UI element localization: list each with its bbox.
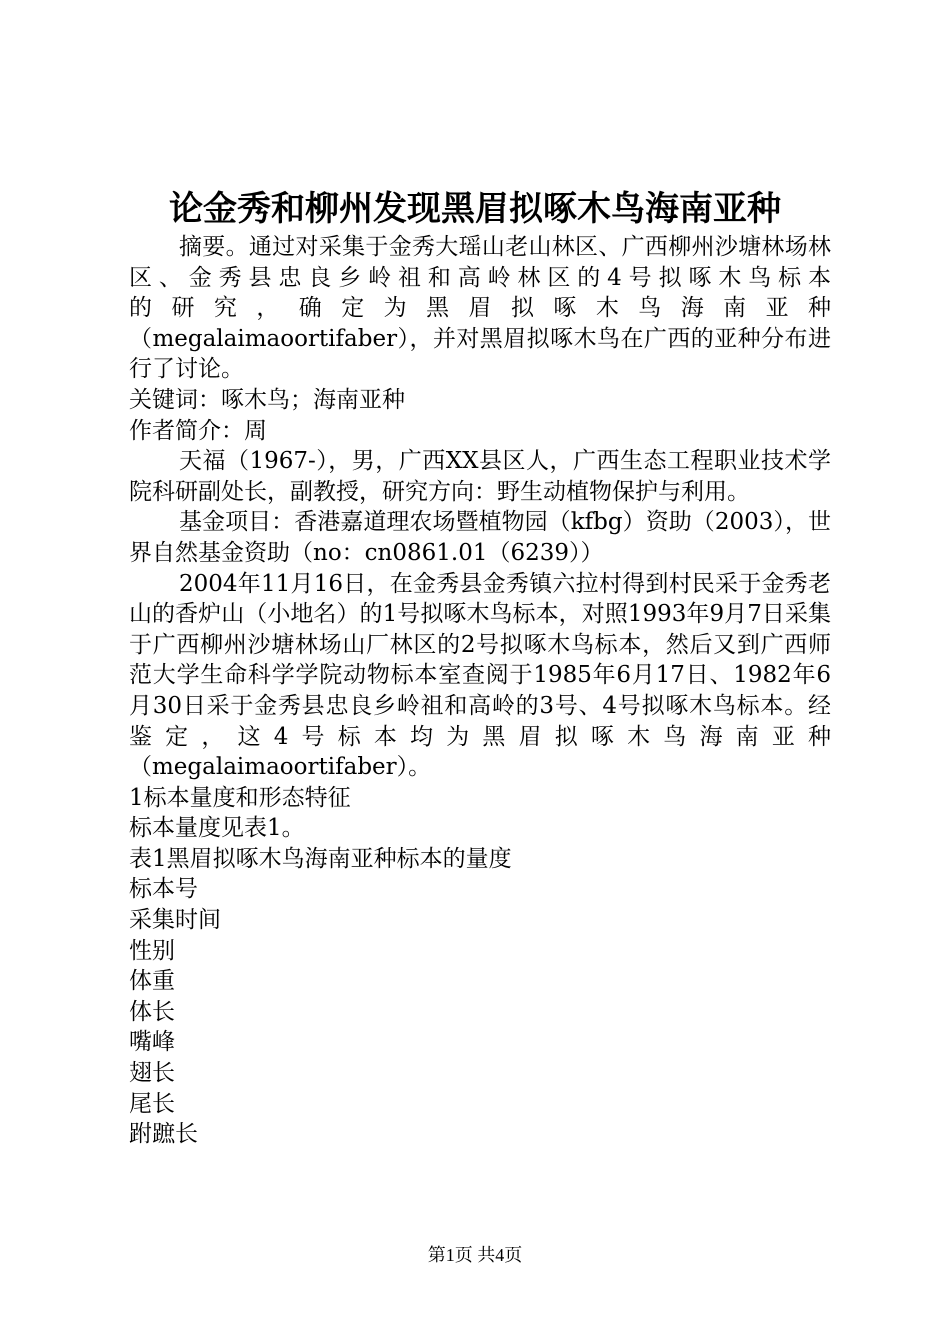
keywords-line: 关键词：啄木鸟；海南亚种 (129, 386, 405, 413)
table-field-tarsus-length: 跗蹠长 (129, 1121, 198, 1148)
main-paragraph: 2004年11月16日，在金秀县金秀镇六拉村得到村民采于金秀老山的香炉山（小地名）的1号拟啄木鸟标本，对照1993年9月7日采集于广西柳州沙塘林场山厂林区的2号拟啄木鸟标本，然后又到广西师范大学生命科学学院动物标本室查阅于1985年6月17日、1982年6月30日采于金秀县忠良乡岭祖和高岭的3号、4号拟啄木鸟标本。经鉴定，这4号标本均为黑眉拟啄木鸟海南亚种（megalaimaoortifaber）。 (129, 570, 831, 781)
table-field-specimen-no: 标本号 (129, 876, 198, 903)
table-field-weight: 体重 (129, 968, 175, 995)
author-bio-paragraph: 天福（1967-），男，广西XX县区人，广西生态工程职业技术学院科研副处长，副教授，研究方向：野生动植物保护与利用。 (129, 448, 831, 505)
table-field-wing-length: 翅长 (129, 1060, 175, 1087)
document-body (129, 232, 831, 1150)
author-label-line: 作者简介：周 (129, 417, 267, 444)
section-intro: 标本量度见表1。 (129, 815, 305, 842)
document-title: 论金秀和柳州发现黑眉拟啄木鸟海南亚种 (169, 189, 781, 229)
table-field-tail-length: 尾长 (129, 1090, 175, 1117)
table-caption: 表1黑眉拟啄木鸟海南亚种标本的量度 (129, 845, 512, 872)
table-field-body-length: 体长 (129, 998, 175, 1025)
abstract-line-1: 摘要。通过对采集于金秀大瑶山老山林区、广西柳州沙塘林场林区、金秀县忠良乡岭祖和高岭林区的4号拟啄木鸟标本 (129, 234, 831, 291)
section-heading: 1标本量度和形态特征 (129, 784, 351, 811)
fund-paragraph: 基金项目：香港嘉道理农场暨植物园（kfbg）资助（2003），世界自然基金资助（no：cn0861.01（6239）） (129, 509, 831, 566)
page-footer: 第1页 共4页 (427, 1245, 523, 1265)
abstract-line-2: 的研究，确定为黑眉拟啄木鸟海南亚种 (129, 295, 831, 322)
table-field-sex: 性别 (129, 937, 175, 964)
table-field-culmen: 嘴峰 (129, 1029, 175, 1056)
table-field-collection-date: 采集时间 (129, 907, 221, 934)
abstract-line-3: （megalaimaoortifaber），并对黑眉拟啄木鸟在广西的亚种分布进行了讨论。 (129, 325, 831, 383)
